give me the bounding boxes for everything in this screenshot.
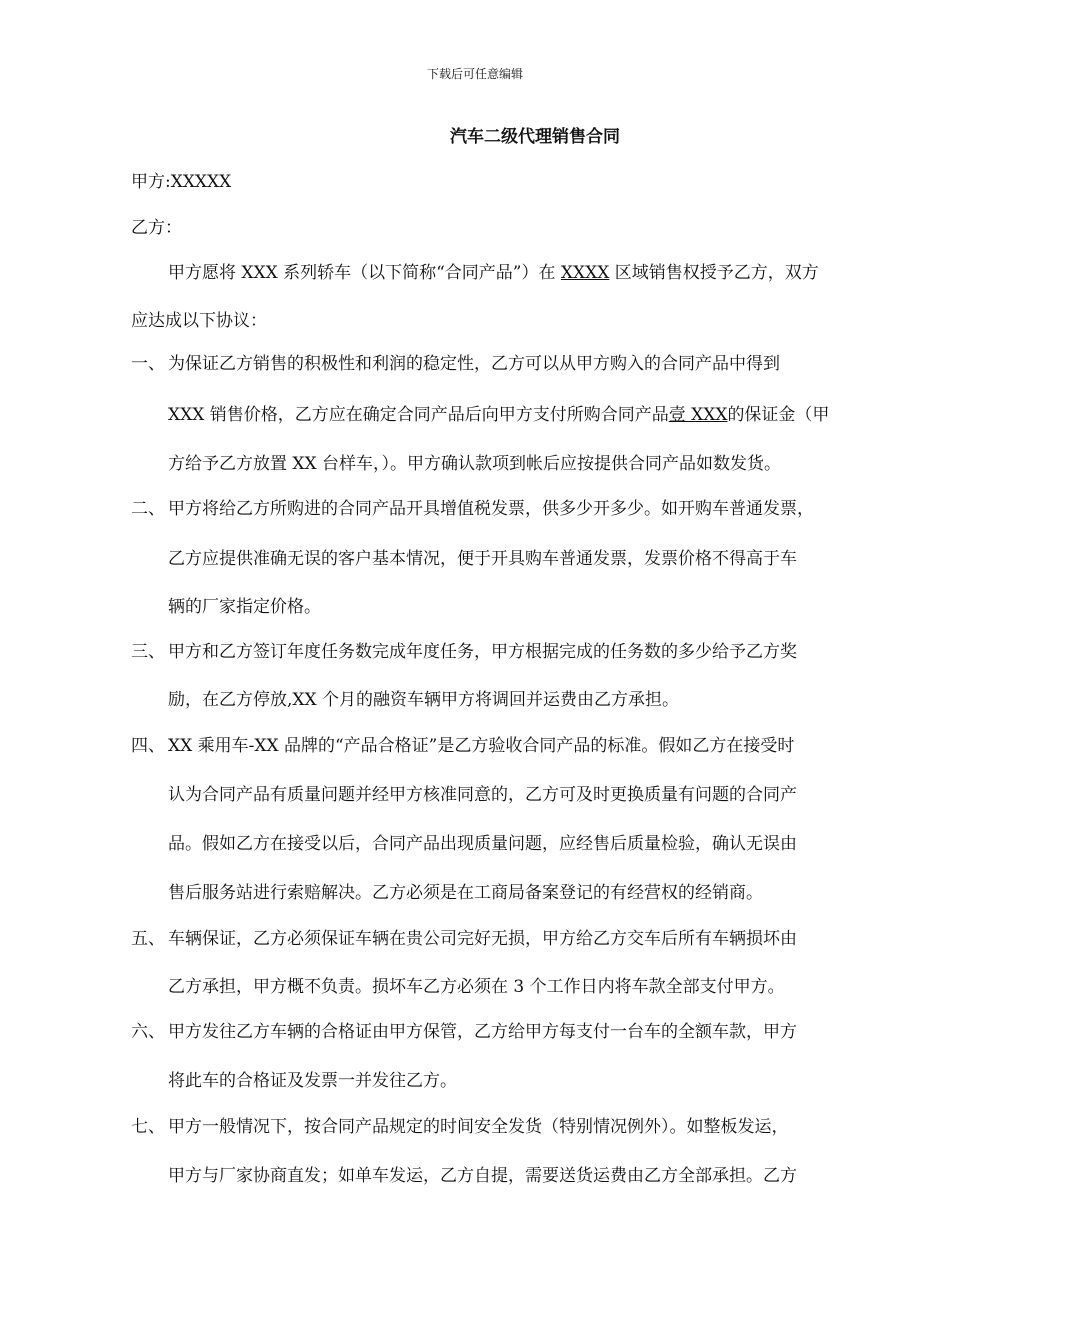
clause-text: XXX 销售价格，乙方应在确定合同产品后向甲方支付所购合同产品 <box>168 405 669 425</box>
clause-number: 一、 <box>131 354 165 374</box>
clause-number: 五、 <box>131 929 165 949</box>
intro-text: 区域销售权授予乙方，双方 <box>609 263 819 283</box>
document-title: 汽车二级代理销售合同 <box>450 127 620 147</box>
clause-line: 认为合同产品有质量问题并经甲方核准同意的，乙方可及时更换质量有问题的合同产 <box>168 785 797 805</box>
clause-line: 甲方发往乙方车辆的合格证由甲方保管，乙方给甲方每支付一台车的全额车款，甲方 <box>168 1022 797 1042</box>
clause-line: 甲方一般情况下，按合同产品规定的时间安全发货（特别情况例外）。如整板发运， <box>168 1117 789 1137</box>
clause-line: 方给予乙方放置 XX 台样车，）。甲方确认款项到帐后应按提供合同产品如数发货。 <box>168 454 782 474</box>
party-a-line: 甲方:XXXXX <box>131 172 232 192</box>
sales-region: XXXX <box>560 263 610 283</box>
clause-line: 辆的厂家指定价格。 <box>168 597 321 617</box>
page-header-note: 下载后可任意编辑 <box>426 67 523 81</box>
clause-line: 售后服务站进行索赔解决。乙方必须是在工商局备案登记的有经营权的经销商。 <box>168 883 763 903</box>
clause-number: 六、 <box>131 1022 165 1042</box>
clause-line <box>168 404 830 426</box>
clause-line: 甲方与厂家协商直发；如单车发运，乙方自提，需要送货运费由乙方全部承担。乙方 <box>168 1166 797 1186</box>
intro-paragraph-line-2: 应达成以下协议： <box>131 311 267 331</box>
clause-number: 四、 <box>131 736 165 756</box>
clause-line: 将此车的合格证及发票一并发往乙方。 <box>168 1071 457 1091</box>
clause-line: 为保证乙方销售的积极性和利润的稳定性，乙方可以从甲方购入的合同产品中得到 <box>168 354 780 374</box>
clause-number: 七、 <box>131 1117 165 1137</box>
clause-line: 乙方承担，甲方概不负责。损坏车乙方必须在 3 个工作日内将车款全部支付甲方。 <box>168 977 785 997</box>
clause-line: 乙方应提供准确无误的客户基本情况，便于开具购车普通发票，发票价格不得高于车 <box>168 549 797 569</box>
clause-line: XX 乘用车-XX 品牌的“产品合格证”是乙方验收合同产品的标准。假如乙方在接受时 <box>168 736 795 756</box>
clause-line: 车辆保证，乙方必须保证车辆在贵公司完好无损，甲方给乙方交车后所有车辆损坏由 <box>168 929 797 949</box>
clause-line: 甲方将给乙方所购进的合同产品开具增值税发票，供多少开多少。如开购车普通发票， <box>168 499 814 519</box>
clause-line: 励，在乙方停放,XX 个月的融资车辆甲方将调回并运费由乙方承担。 <box>168 690 680 710</box>
deposit-amount: 壹 XXX <box>668 405 728 425</box>
intro-text: 甲方愿将 XXX 系列轿车（以下简称“合同产品”）在 <box>168 263 561 283</box>
clause-number: 三、 <box>131 642 165 662</box>
party-b-line: 乙方： <box>131 218 182 238</box>
clause-line: 甲方和乙方签订年度任务数完成年度任务，甲方根据完成的任务数的多少给予乙方奖 <box>168 642 797 662</box>
clause-line: 品。假如乙方在接受以后，合同产品出现质量问题，应经售后质量检验，确认无误由 <box>168 834 797 854</box>
clause-number: 二、 <box>131 499 165 519</box>
intro-paragraph-line-1 <box>168 262 819 284</box>
clause-text: 的保证金（甲 <box>727 405 830 425</box>
